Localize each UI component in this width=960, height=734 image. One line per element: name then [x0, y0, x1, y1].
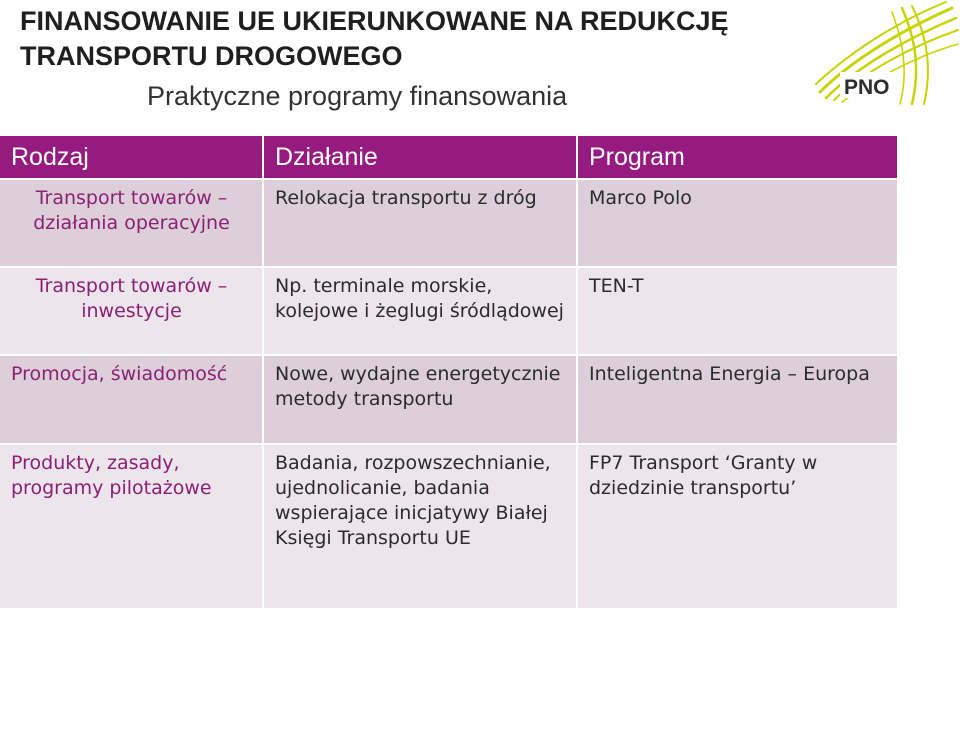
programs-table [0, 136, 899, 610]
table-row [0, 267, 898, 355]
cell-dzialanie: Np. terminale morskie, kolejowe i żeglugi śródlądowej [263, 267, 577, 355]
cell-rodzaj: Transport towarów – inwestycje [0, 267, 263, 355]
page-subtitle: Praktyczne programy finansowania [147, 81, 568, 111]
logo-text: PNO [844, 76, 890, 99]
column-header-dzialanie: Działanie [263, 136, 577, 179]
cell-program: TEN-T [577, 267, 898, 355]
cell-dzialanie: Badania, rozpowszechnianie, ujednolicanie, badania wspierające inicjatywy Białej Księgi Transportu UE [263, 444, 577, 609]
cell-rodzaj: Promocja, świadomość [0, 355, 263, 444]
cell-dzialanie: Relokacja transportu z dróg [263, 179, 577, 267]
cell-rodzaj: Produkty, zasady, programy pilotażowe [0, 444, 263, 609]
table-row [0, 444, 898, 609]
pno-logo [812, 0, 960, 108]
cell-dzialanie: Nowe, wydajne energetycznie metody transportu [263, 355, 577, 444]
table-row [0, 179, 898, 267]
column-header-program: Program [577, 136, 898, 179]
cell-program: FP7 Transport ‘Granty w dziedzinie transportu’ [577, 444, 898, 609]
table-row [0, 355, 898, 444]
page-title: FINANSOWANIE UE UKIERUNKOWANE NA REDUKCJĘ TRANSPORTU DROGOWEGO [20, 6, 729, 71]
cell-rodzaj: Transport towarów – działania operacyjne [0, 179, 263, 267]
table-header-row [0, 136, 898, 179]
cell-program: Marco Polo [577, 179, 898, 267]
cell-program: Inteligentna Energia – Europa [577, 355, 898, 444]
column-header-rodzaj: Rodzaj [0, 136, 263, 179]
